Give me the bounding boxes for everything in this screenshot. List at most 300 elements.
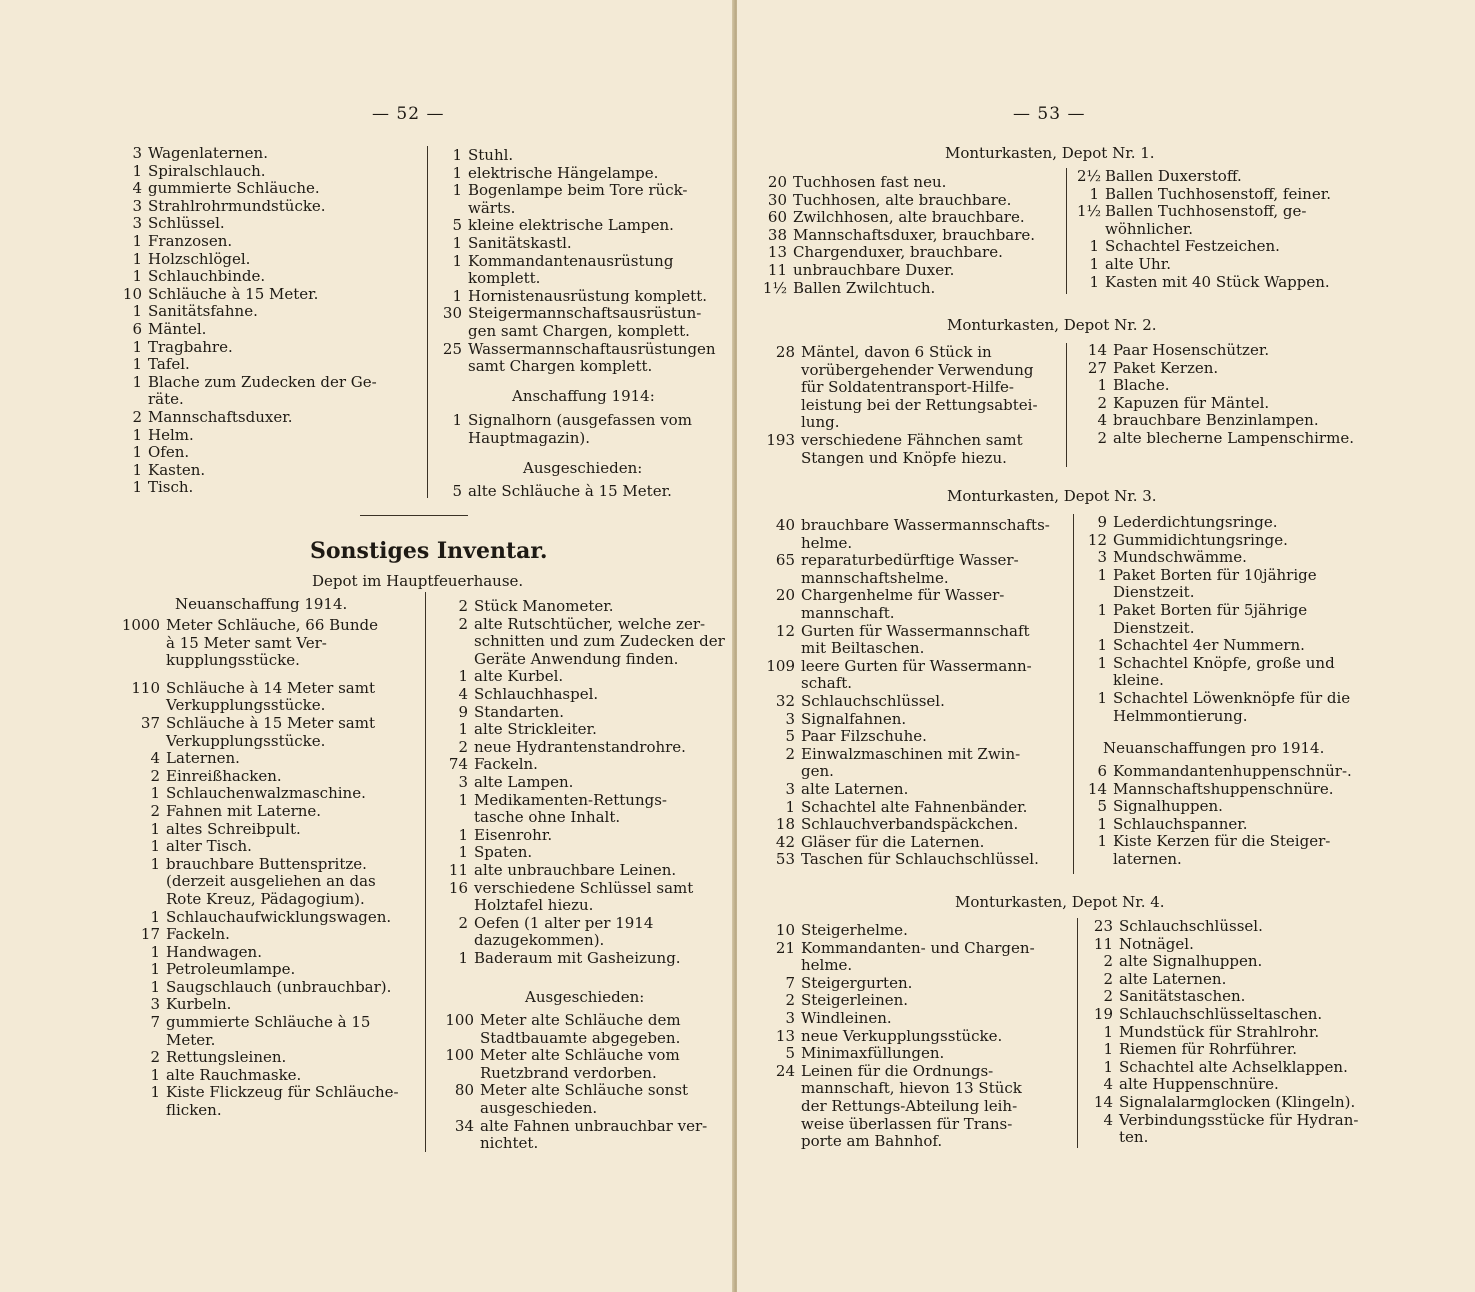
item-text: neue Hydrantenstandrohre. (474, 737, 686, 756)
list-item (1077, 342, 1354, 360)
item-quantity: 110 (131, 678, 160, 697)
item-quantity: 80 (454, 1081, 474, 1100)
list-item (432, 182, 732, 200)
item-text: (derzeit ausgeliehen an das (166, 872, 376, 891)
list-item (120, 856, 399, 874)
item-text: kleine elektrische Lampen. (468, 216, 674, 235)
item-text: mannschaftshelme. (801, 568, 949, 587)
list-item (120, 944, 399, 962)
list-item (755, 552, 1050, 570)
section-heading: Anschaffung 1914: (512, 387, 655, 405)
list-item (755, 344, 1038, 362)
item-quantity: 1 (1089, 272, 1099, 291)
item-text: Tragbahre. (148, 337, 233, 356)
item-quantity: 1 (452, 233, 462, 252)
item-text: Zwilchhosen, alte brauchbare. (793, 208, 1025, 227)
item-quantity: 1 (1097, 600, 1107, 619)
item-quantity (120, 635, 166, 653)
list-item (432, 412, 692, 430)
item-text: tasche ohne Inhalt. (474, 808, 621, 827)
item-quantity: 6 (1097, 762, 1107, 780)
item-quantity: 2 (150, 766, 160, 785)
list-item (120, 838, 399, 856)
item-text: ausgeschieden. (480, 1098, 598, 1117)
item-quantity: 1 (458, 948, 468, 967)
list-item (755, 414, 1038, 432)
list-item (120, 873, 399, 891)
item-text: Kiste Flickzeug für Schläuche- (166, 1083, 399, 1102)
item-quantity: 10 (775, 921, 795, 939)
list-item (755, 1116, 1035, 1134)
list-item (755, 535, 1050, 553)
list-item (1077, 395, 1354, 413)
item-quantity: 18 (775, 815, 795, 834)
item-quantity: 1 (150, 977, 160, 996)
item-quantity: 1 (452, 286, 462, 305)
list-item (755, 816, 1050, 834)
item-text: Ofen. (148, 443, 190, 462)
item-quantity: 1 (1097, 814, 1107, 833)
inventory-list (1083, 918, 1358, 1147)
item-quantity: 1 (150, 1083, 160, 1102)
item-quantity: 1 (150, 942, 160, 961)
list-item (755, 1133, 1035, 1151)
item-text: brauchbare Benzinlampen. (1113, 411, 1319, 430)
item-quantity (120, 1032, 166, 1050)
list-item (434, 1135, 707, 1153)
list-item (755, 450, 1038, 468)
list-item (432, 253, 732, 271)
list-item (1077, 168, 1331, 186)
item-text: Eisenrohr. (474, 825, 553, 844)
item-quantity: 1 (150, 819, 160, 838)
item-quantity: 7 (150, 1013, 160, 1032)
item-text: Ruetzbrand verdorben. (480, 1063, 657, 1082)
item-text: Schlauchspanner. (1113, 814, 1248, 833)
item-quantity: 2 (458, 597, 468, 615)
inventory-list (1079, 514, 1350, 725)
item-quantity: 23 (1093, 917, 1113, 935)
item-quantity: 4 (458, 684, 468, 703)
list-item (1083, 1024, 1358, 1042)
list-item (434, 1012, 707, 1030)
list-item (755, 623, 1050, 641)
item-quantity (434, 1135, 480, 1153)
item-text: leere Gurten für Wassermann- (801, 656, 1032, 675)
list-item (755, 174, 1035, 192)
item-text: Schläuche à 15 Meter. (148, 284, 319, 303)
item-text: Lederdichtungsringe. (1113, 513, 1278, 531)
item-quantity: 1 (452, 411, 462, 429)
item-text: Schlauchbinde. (148, 267, 266, 286)
item-text: Schlauchschlüssel. (1119, 917, 1263, 935)
inventory-list (1077, 168, 1331, 291)
list-item (434, 721, 725, 739)
item-quantity (432, 430, 468, 448)
item-quantity: 1 (1089, 237, 1099, 256)
item-quantity: 1 (150, 907, 160, 926)
item-text: Chargenduxer, brauchbare. (793, 243, 1003, 262)
item-text: Chargenhelme für Wasser- (801, 586, 1005, 605)
item-text: Helm. (148, 425, 194, 444)
item-quantity: 27 (1087, 358, 1107, 377)
item-text: verschiedene Fähnchen samt (801, 430, 1023, 449)
item-quantity: 100 (445, 1011, 474, 1029)
item-text: für Soldatentransport-Hilfe- (801, 378, 1014, 397)
item-text: Verbindungsstücke für Hydran- (1119, 1110, 1359, 1129)
item-text: Signalfahnen. (801, 709, 907, 728)
item-text: Steigerhelme. (801, 921, 908, 939)
item-quantity: 4 (150, 749, 160, 768)
list-item (1079, 567, 1350, 585)
item-quantity: 2 (458, 737, 468, 756)
item-quantity: 25 (442, 339, 462, 358)
item-quantity: 1 (132, 478, 142, 497)
item-text: Holzschlögel. (148, 249, 251, 268)
item-text: lung. (801, 413, 840, 432)
item-quantity: 109 (766, 656, 795, 675)
item-quantity: 28 (775, 343, 795, 361)
item-quantity: 1 (132, 249, 142, 268)
item-quantity (755, 605, 801, 623)
list-item (1079, 708, 1350, 726)
section-heading: Ausgeschieden: (523, 459, 643, 477)
item-quantity (432, 200, 468, 218)
list-item (1083, 1006, 1358, 1024)
item-quantity: 20 (767, 173, 787, 191)
item-text: Steigermannschaftsausrüstun- (468, 304, 702, 323)
item-text: mannschaft, hievon 13 Stück (801, 1079, 1022, 1098)
item-text: Schlüssel. (148, 214, 225, 233)
item-quantity: 1 (458, 843, 468, 862)
list-item (1083, 936, 1358, 954)
item-text: Bogenlampe beim Tore rück- (468, 181, 688, 200)
item-text: komplett. (468, 269, 541, 288)
item-text: Stadtbauamte abgegeben. (480, 1028, 681, 1047)
item-text: Meter. (166, 1030, 216, 1049)
item-text: Paket Kerzen. (1113, 358, 1219, 377)
item-quantity: 1 (1103, 1040, 1113, 1059)
item-quantity: 5 (452, 482, 462, 500)
item-quantity (432, 358, 468, 376)
item-text: nichtet. (480, 1134, 539, 1153)
item-quantity: 2 (458, 913, 468, 932)
list-item (1079, 655, 1350, 673)
item-quantity: 1 (132, 443, 142, 462)
list-item (1079, 816, 1352, 834)
list-item (120, 652, 399, 670)
list-item (755, 711, 1050, 729)
list-item (434, 704, 725, 722)
list-item (120, 715, 399, 733)
item-text: gummierte Schläuche à 15 (166, 1013, 371, 1032)
list-item (1077, 238, 1331, 256)
item-quantity (1079, 620, 1113, 638)
list-item (116, 427, 377, 445)
item-quantity: 6 (132, 319, 142, 338)
list-item (1077, 377, 1354, 395)
list-item (116, 391, 377, 409)
list-item (1077, 274, 1331, 292)
item-quantity (434, 897, 474, 915)
inventory-list (755, 517, 1050, 869)
item-quantity (120, 733, 166, 751)
item-quantity (120, 652, 166, 670)
list-item (120, 750, 399, 768)
item-text: Stangen und Knöpfe hiezu. (801, 448, 1007, 467)
list-item (120, 926, 399, 944)
item-quantity: 20 (775, 586, 795, 605)
item-quantity: 193 (766, 430, 795, 449)
list-item (1079, 781, 1352, 799)
page-number: — 52 — (372, 104, 445, 124)
list-item (755, 262, 1035, 280)
list-item (755, 1010, 1035, 1028)
item-quantity: 7 (785, 973, 795, 992)
item-quantity: 13 (767, 243, 787, 262)
inventory-list (116, 145, 377, 497)
item-text: Standarten. (474, 702, 564, 721)
list-item (755, 922, 1035, 940)
item-quantity: 4 (132, 179, 142, 198)
section-heading: Monturkasten, Depot Nr. 3. (947, 487, 1157, 505)
item-text: Schläuche à 14 Meter samt (166, 678, 375, 697)
list-item (434, 827, 725, 845)
list-item (755, 362, 1038, 380)
item-quantity: 32 (775, 691, 795, 710)
list-item (1083, 918, 1358, 936)
item-quantity: 1 (132, 372, 142, 391)
column-divider (1073, 514, 1074, 874)
item-quantity (1079, 851, 1113, 869)
list-item (1083, 971, 1358, 989)
item-text: Mannschaftshuppenschnüre. (1113, 779, 1334, 798)
item-text: Einreißhacken. (166, 766, 282, 785)
list-item (755, 763, 1050, 781)
list-item (116, 198, 377, 216)
inventory-list (120, 617, 399, 1120)
item-text: Meter alte Schläuche sonst (480, 1081, 689, 1100)
item-text: Mäntel. (148, 319, 207, 338)
list-item (1077, 412, 1354, 430)
item-text: alte Rutschtücher, welche zer- (474, 614, 706, 633)
item-quantity: 3 (132, 196, 142, 215)
list-item (755, 940, 1035, 958)
list-item (116, 321, 377, 339)
item-text: unbrauchbare Duxer. (793, 260, 955, 279)
section-title: Sonstiges Inventar. (310, 538, 548, 564)
list-item (755, 799, 1050, 817)
item-text: Signalalarmglocken (Klingeln). (1119, 1092, 1356, 1111)
list-item (434, 844, 725, 862)
item-quantity: 12 (775, 621, 795, 640)
item-quantity: 2 (785, 991, 795, 1010)
item-text: Sanitätsfahne. (148, 302, 258, 321)
item-quantity: 1 (1089, 254, 1099, 273)
column-divider (425, 592, 426, 1152)
item-text: Einwalzmaschinen mit Zwin- (801, 744, 1021, 763)
column-divider (1077, 918, 1078, 1148)
list-item (1077, 203, 1331, 221)
item-quantity: 2½ (1077, 167, 1102, 185)
item-quantity (434, 809, 474, 827)
item-text: brauchbare Buttenspritze. (166, 854, 367, 873)
item-text: Franzosen. (148, 231, 233, 250)
item-text: alte Schläuche à 15 Meter. (468, 482, 672, 500)
item-text: Tuchhosen fast neu. (793, 173, 947, 191)
item-quantity: 1 (1097, 636, 1107, 655)
list-item (434, 1030, 707, 1048)
list-item (755, 957, 1035, 975)
item-text: Geräte Anwendung finden. (474, 649, 679, 668)
list-item (755, 517, 1050, 535)
item-text: Kommandanten- und Chargen- (801, 938, 1035, 957)
list-item (120, 996, 399, 1014)
right-page (737, 0, 1475, 1292)
left-page (0, 0, 734, 1292)
item-text: ten. (1119, 1128, 1149, 1147)
list-item (120, 1032, 399, 1050)
column-divider (1066, 168, 1067, 294)
item-text: Schlauchaufwicklungswagen. (166, 907, 392, 926)
list-item (434, 880, 725, 898)
list-item (116, 374, 377, 392)
column-divider (427, 146, 428, 498)
list-item (755, 280, 1035, 298)
item-quantity: 1 (1097, 653, 1107, 672)
list-item (755, 975, 1035, 993)
inventory-list (432, 412, 692, 447)
item-text: Tafel. (148, 355, 190, 374)
list-item (120, 680, 399, 698)
item-text: Ballen Zwilchtuch. (793, 278, 936, 297)
list-item (434, 616, 725, 634)
item-text: Schachtel Festzeichen. (1105, 237, 1280, 256)
item-quantity: 1 (452, 181, 462, 200)
item-text: Tisch. (148, 478, 194, 497)
item-text: elektrische Hängelampe. (468, 163, 659, 182)
list-item (1083, 1112, 1358, 1130)
list-item (755, 728, 1050, 746)
list-item (434, 792, 725, 810)
item-text: alte Huppenschnüre. (1119, 1075, 1279, 1094)
item-quantity (755, 379, 801, 397)
list-item (755, 1080, 1035, 1098)
item-quantity: 100 (445, 1046, 474, 1065)
list-item (120, 961, 399, 979)
item-text: Strahlrohrmundstücke. (148, 196, 326, 215)
list-item (1079, 672, 1350, 690)
item-text: Notnägel. (1119, 934, 1194, 953)
item-quantity: 3 (132, 144, 142, 162)
item-quantity: 1 (150, 837, 160, 856)
list-item (116, 251, 377, 269)
item-quantity: 1 (132, 302, 142, 321)
list-item (434, 651, 725, 669)
inventory-list (434, 598, 725, 967)
item-text: Meter Schläuche, 66 Bunde (166, 616, 378, 634)
item-quantity: 2 (458, 614, 468, 633)
item-text: Hornistenausrüstung komplett. (468, 286, 707, 305)
item-text: Meter alte Schläuche vom (480, 1046, 680, 1065)
item-text: Blache. (1113, 376, 1170, 395)
item-quantity: 2 (150, 1048, 160, 1067)
item-text: schaft. (801, 674, 853, 693)
list-item (434, 915, 725, 933)
item-text: alte Kurbel. (474, 667, 564, 686)
item-quantity: 3 (785, 1008, 795, 1027)
list-item (1077, 430, 1354, 448)
item-quantity: 3 (150, 995, 160, 1014)
item-quantity: 1 (132, 425, 142, 444)
list-item (116, 462, 377, 480)
item-text: samt Chargen komplett. (468, 357, 653, 376)
list-item (120, 733, 399, 751)
item-quantity: 13 (775, 1026, 795, 1045)
item-text: Ballen Tuchhosenstoff, ge- (1105, 202, 1307, 221)
list-item (1077, 221, 1331, 239)
item-quantity: 3 (458, 772, 468, 791)
item-quantity (120, 891, 166, 909)
item-quantity: 24 (775, 1061, 795, 1080)
item-quantity: 37 (140, 713, 160, 732)
item-quantity: 1 (785, 797, 795, 816)
item-text: Meter alte Schläuche dem (480, 1011, 681, 1029)
item-quantity: 30 (442, 304, 462, 323)
item-quantity: 1 (132, 337, 142, 356)
item-quantity (1083, 1129, 1119, 1147)
list-item (1077, 186, 1331, 204)
item-text: Schlauchverbandspäckchen. (801, 815, 1019, 834)
item-quantity: 1 (132, 161, 142, 180)
list-item (434, 1065, 707, 1083)
item-text: helme. (801, 533, 853, 552)
item-text: Stück Manometer. (474, 597, 614, 615)
inventory-list (755, 344, 1038, 467)
item-text: Mundschwämme. (1113, 548, 1247, 567)
item-quantity: 1 (452, 251, 462, 270)
list-item (1083, 1059, 1358, 1077)
list-item (434, 1118, 707, 1136)
item-quantity: 30 (767, 190, 787, 209)
list-item (755, 992, 1035, 1010)
list-item (434, 809, 725, 827)
item-quantity (755, 450, 801, 468)
item-quantity: 14 (1087, 779, 1107, 798)
item-text: Verkupplungsstücke. (166, 696, 326, 715)
item-text: Kasten mit 40 Stück Wappen. (1105, 272, 1330, 291)
item-quantity: 1 (1097, 565, 1107, 584)
item-quantity (755, 414, 801, 432)
section-heading: Monturkasten, Depot Nr. 2. (947, 316, 1157, 334)
item-text: Schlauchschlüsseltaschen. (1119, 1004, 1323, 1023)
list-item (120, 979, 399, 997)
list-item (755, 587, 1050, 605)
item-text: räte. (148, 390, 184, 409)
list-item (116, 479, 377, 497)
list-item (1083, 1076, 1358, 1094)
list-item (755, 244, 1035, 262)
item-quantity: 17 (140, 925, 160, 944)
list-item (432, 305, 732, 323)
section-heading: Neuanschaffungen pro 1914. (1103, 739, 1325, 757)
item-text: Fackeln. (474, 755, 538, 774)
section-heading: Monturkasten, Depot Nr. 1. (945, 144, 1155, 162)
item-quantity: 1½ (1077, 202, 1102, 221)
list-item (432, 147, 732, 165)
item-text: laternen. (1113, 849, 1182, 868)
item-quantity: 53 (775, 850, 795, 869)
